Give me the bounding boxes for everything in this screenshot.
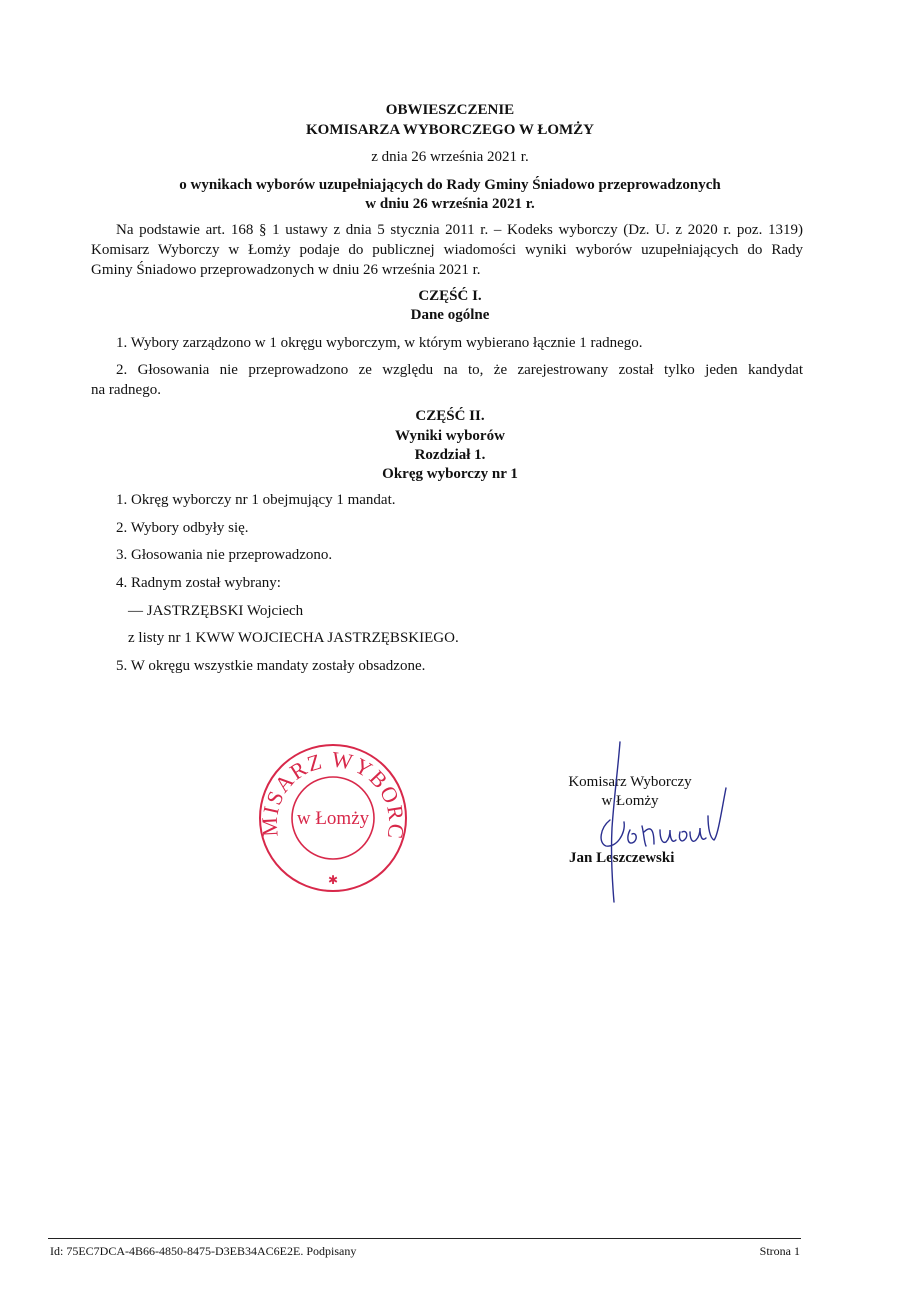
stamp-ring-text: MISARZ WYBORC (257, 746, 409, 842)
part2-section: Rozdział 1. (414, 447, 486, 463)
part1-item2-line1: 2. Głosowania nie przeprowadzono ze względu na to, że zarejestrowany został tylko jeden kandydat (116, 362, 803, 378)
official-stamp (257, 742, 409, 894)
stamp-star-icon: ✱ (327, 873, 339, 887)
intro-line1: Na podstawie art. 168 § 1 ustawy z dnia 5 stycznia 2011 r. – Kodeks wyborczy (Dz. U. z 2020 r. poz. 1319) (116, 222, 803, 238)
document-subject-line2: w dniu 26 września 2021 r. (365, 196, 535, 212)
page-number: Strona 1 (759, 1244, 800, 1258)
intro-line2: Komisarz Wyborczy w Łomży podaje do publicznej wiadomości wyniki wyborów uzupełniających do Rady (91, 242, 803, 258)
part1-item2-line2: na radnego. (91, 382, 161, 398)
part2-item2: 2. Wybory odbyły się. (116, 520, 249, 536)
part2-item4: 4. Radnym został wybrany: (116, 575, 281, 591)
stamp-graphic (257, 742, 409, 894)
signer-role-line1: Komisarz Wyborczy (568, 774, 692, 790)
stamp-center-text: w Łomży (296, 808, 370, 829)
handwritten-signature (540, 738, 740, 908)
part2-subheading: Wyniki wyborów (395, 428, 505, 444)
part2-district: Okręg wyborczy nr 1 (382, 466, 518, 482)
intro-line3: Gminy Śniadowo przeprowadzonych w dniu 26 września 2021 r. (91, 262, 481, 278)
signer-name: Jan Leszczewski (569, 850, 675, 866)
candidate-list: z listy nr 1 KWW WOJCIECHA JASTRZĘBSKIEGO. (128, 630, 459, 646)
footer-divider (48, 1238, 801, 1239)
document-title-authority: KOMISARZA WYBORCZEGO W ŁOMŻY (306, 122, 594, 138)
document-subject-line1: o wynikach wyborów uzupełniających do Rady Gminy Śniadowo przeprowadzonych (179, 177, 721, 193)
part2-item1: 1. Okręg wyborczy nr 1 obejmujący 1 mandat. (116, 492, 396, 508)
document-id: Id: 75EC7DCA-4B66-4850-8475-D3EB34AC6E2E. Podpisany (50, 1244, 357, 1258)
elected-candidate: — JASTRZĘBSKI Wojciech (128, 603, 304, 619)
signature-block (540, 738, 740, 908)
part2-heading: CZĘŚĆ II. (415, 408, 485, 424)
part1-heading: CZĘŚĆ I. (418, 288, 482, 304)
document-title: OBWIESZCZENIE (385, 102, 515, 118)
part1-item1: 1. Wybory zarządzono w 1 okręgu wyborczym, w którym wybierano łącznie 1 radnego. (116, 335, 643, 351)
document-date: z dnia 26 września 2021 r. (371, 149, 529, 165)
part1-subheading: Dane ogólne (410, 307, 490, 323)
part2-item3: 3. Głosowania nie przeprowadzono. (116, 547, 333, 563)
part2-item5: 5. W okręgu wszystkie mandaty zostały obsadzone. (116, 658, 426, 674)
signer-role-line2: w Łomży (601, 793, 659, 809)
